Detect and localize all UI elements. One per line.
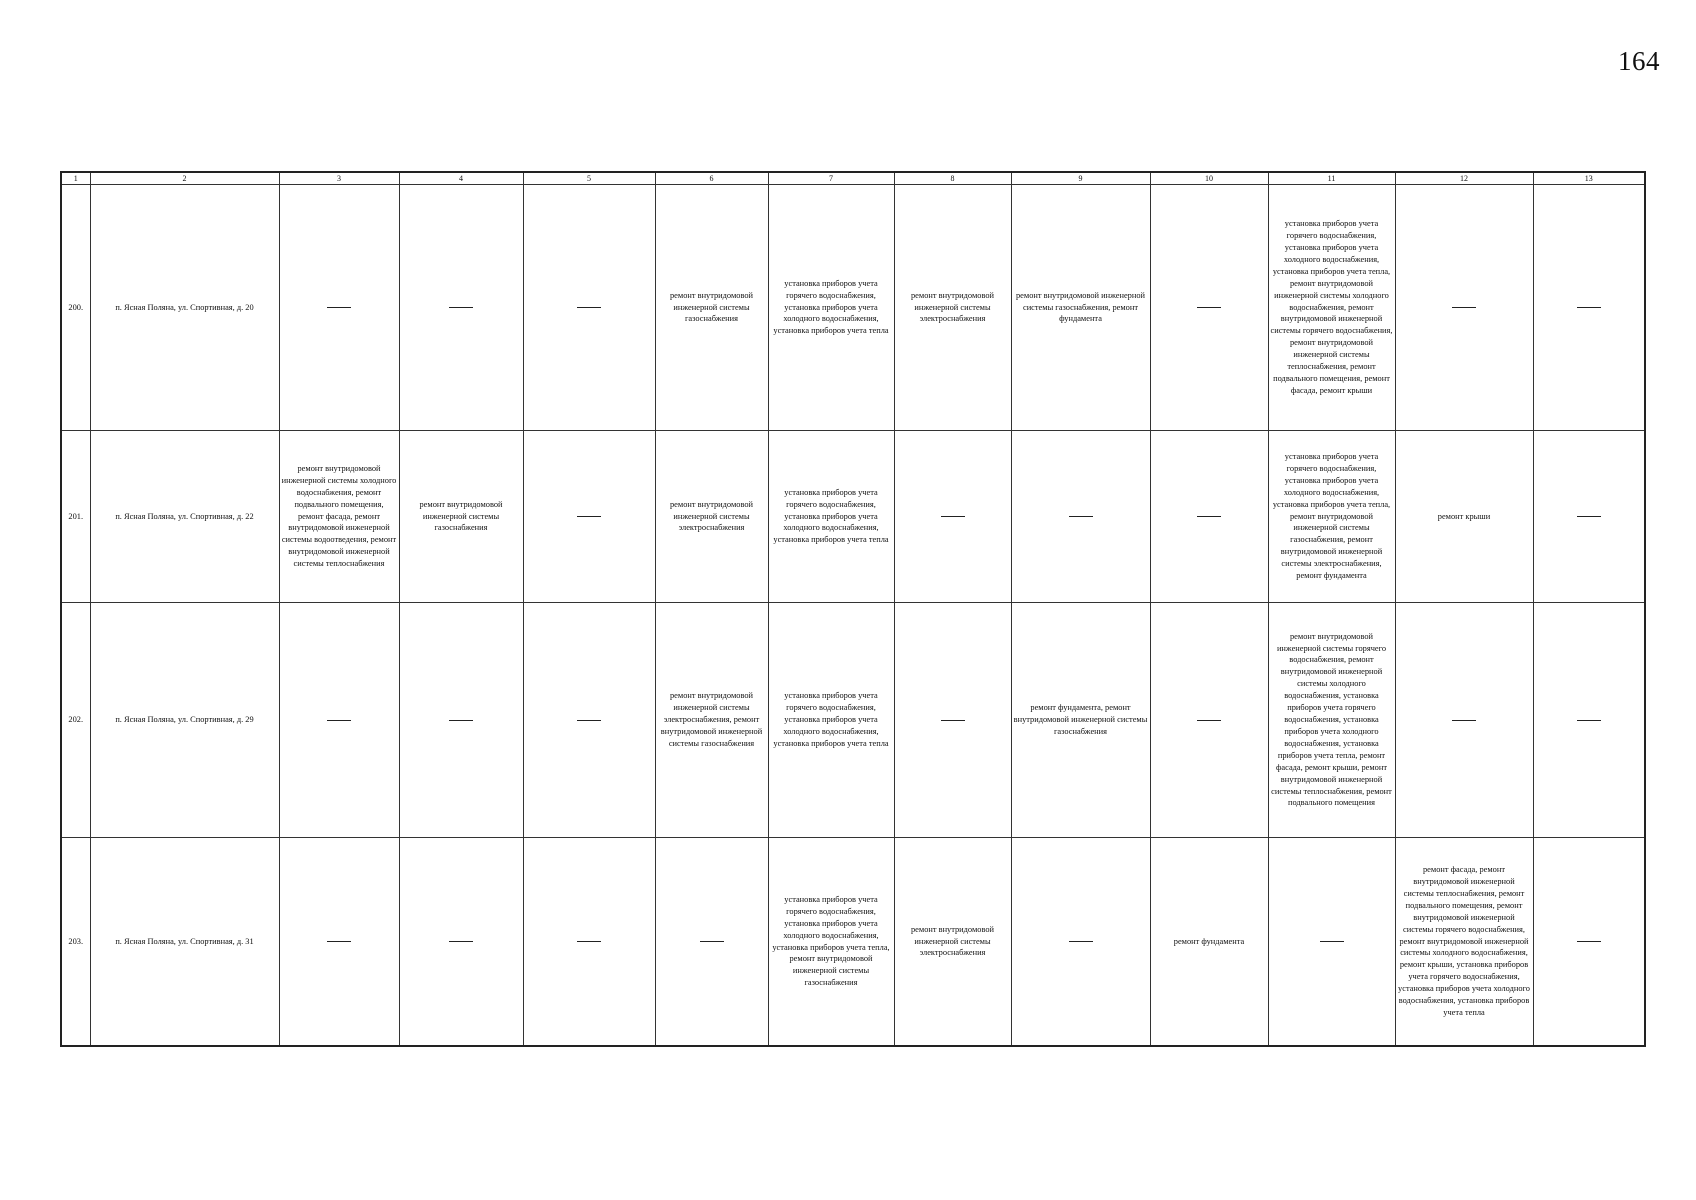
work-cell [894,431,1011,603]
address-cell: п. Ясная Поляна, ул. Спортивная, д. 29 [90,603,279,838]
dash-placeholder [1320,941,1344,942]
dash-placeholder [1577,941,1601,942]
work-cell: ремонт фундамента [1150,838,1268,1047]
dash-placeholder [1577,307,1601,308]
column-number: 13 [1533,172,1645,185]
dash-placeholder [327,307,351,308]
work-cell: установка приборов учета горячего водоснабжения, установка приборов учета холодного водоснабжения, установка приборов учета тепла, ремонт внутридомовой инженерной системы холодного водоснабжения, ремонт внутридомовой инженерной системы горячего водоснабжения, ремонт внутридомовой инженерной системы теплоснабжения, ремонт подвального помещения, ремонт фасада, ремонт крыши [1268,185,1395,431]
column-number: 4 [399,172,523,185]
work-cell [1011,431,1150,603]
column-number: 3 [279,172,399,185]
table-row [61,603,1645,838]
work-cell [523,185,655,431]
dash-placeholder [1197,516,1221,517]
work-cell [1150,603,1268,838]
work-cell [399,603,523,838]
work-cell: установка приборов учета горячего водоснабжения, установка приборов учета холодного водоснабжения, установка приборов учета тепла [768,431,894,603]
work-cell [523,431,655,603]
table-row [61,838,1645,1047]
work-cell [894,603,1011,838]
work-cell: ремонт фундамента, ремонт внутридомовой инженерной системы газоснабжения [1011,603,1150,838]
work-cell: установка приборов учета горячего водоснабжения, установка приборов учета холодного водоснабжения, установка приборов учета тепла [768,185,894,431]
work-cell: установка приборов учета горячего водоснабжения, установка приборов учета холодного водоснабжения, установка приборов учета тепла, ремонт внутридомовой инженерной системы газоснабжения [768,838,894,1047]
column-number: 10 [1150,172,1268,185]
dash-placeholder [1197,720,1221,721]
column-number: 5 [523,172,655,185]
dash-placeholder [327,720,351,721]
dash-placeholder [1577,516,1601,517]
work-cell [655,838,768,1047]
dash-placeholder [577,941,601,942]
work-cell: ремонт внутридомовой инженерной системы электроснабжения [894,838,1011,1047]
work-cell: ремонт внутридомовой инженерной системы горячего водоснабжения, ремонт внутридомовой инженерной системы холодного водоснабжения, установка приборов учета горячего водоснабжения, установка приборов учета холодного водоснабжения, установка приборов учета тепла, ремонт фасада, ремонт крыши, ремонт внутридомовой инженерной системы теплоснабжения, ремонт подвального помещения [1268,603,1395,838]
column-number: 2 [90,172,279,185]
dash-placeholder [1452,720,1476,721]
dash-placeholder [449,720,473,721]
work-cell: ремонт внутридомовой инженерной системы газоснабжения, ремонт фундамента [1011,185,1150,431]
work-cell: ремонт фасада, ремонт внутридомовой инженерной системы теплоснабжения, ремонт подвального помещения, ремонт внутридомовой инженерной системы горячего водоснабжения, ремонт внутридомовой инженерной системы холодного водоснабжения, ремонт крыши, установка приборов учета горячего водоснабжения, установка приборов учета холодного водоснабжения, установка приборов учета тепла [1395,838,1533,1047]
work-cell [1395,603,1533,838]
address-cell: п. Ясная Поляна, ул. Спортивная, д. 20 [90,185,279,431]
dash-placeholder [577,516,601,517]
column-number: 6 [655,172,768,185]
work-cell: ремонт внутридомовой инженерной системы электроснабжения [655,431,768,603]
column-number-header [61,172,1645,185]
column-number: 9 [1011,172,1150,185]
work-cell [1533,431,1645,603]
work-cell: ремонт крыши [1395,431,1533,603]
dash-placeholder [700,941,724,942]
repair-table [60,171,1646,1047]
work-cell: ремонт внутридомовой инженерной системы газоснабжения [655,185,768,431]
work-cell [1150,185,1268,431]
address-cell: п. Ясная Поляна, ул. Спортивная, д. 31 [90,838,279,1047]
work-cell [279,838,399,1047]
work-cell [399,185,523,431]
work-cell: ремонт внутридомовой инженерной системы электроснабжения, ремонт внутридомовой инженерной системы газоснабжения [655,603,768,838]
dash-placeholder [1197,307,1221,308]
row-number: 201. [61,431,90,603]
work-cell [1011,838,1150,1047]
dash-placeholder [327,941,351,942]
dash-placeholder [1452,307,1476,308]
row-number: 202. [61,603,90,838]
column-number: 1 [61,172,90,185]
table-row [61,185,1645,431]
column-number: 11 [1268,172,1395,185]
work-cell [523,838,655,1047]
work-cell: установка приборов учета горячего водоснабжения, установка приборов учета холодного водоснабжения, установка приборов учета тепла [768,603,894,838]
work-cell [523,603,655,838]
work-cell [399,838,523,1047]
row-number: 200. [61,185,90,431]
dash-placeholder [1069,516,1093,517]
row-number: 203. [61,838,90,1047]
dash-placeholder [449,941,473,942]
work-cell [1395,185,1533,431]
work-cell: ремонт внутридомовой инженерной системы холодного водоснабжения, ремонт подвального помещения, ремонт фасада, ремонт внутридомовой инженерной системы водоотведения, ремонт внутридомовой инженерной системы теплоснабжения [279,431,399,603]
work-cell: ремонт внутридомовой инженерной системы газоснабжения [399,431,523,603]
dash-placeholder [577,307,601,308]
column-number: 8 [894,172,1011,185]
dash-placeholder [449,307,473,308]
work-cell [1268,838,1395,1047]
work-cell [279,603,399,838]
column-number: 12 [1395,172,1533,185]
dash-placeholder [1069,941,1093,942]
dash-placeholder [1577,720,1601,721]
column-number: 7 [768,172,894,185]
dash-placeholder [577,720,601,721]
dash-placeholder [941,720,965,721]
work-cell [1150,431,1268,603]
work-cell [1533,838,1645,1047]
work-cell [279,185,399,431]
work-cell [1533,185,1645,431]
page-number: 164 [1618,46,1660,76]
dash-placeholder [941,516,965,517]
table-row [61,431,1645,603]
work-cell: ремонт внутридомовой инженерной системы электроснабжения [894,185,1011,431]
work-cell: установка приборов учета горячего водоснабжения, установка приборов учета холодного водоснабжения, установка приборов учета тепла, ремонт внутридомовой инженерной системы газоснабжения, ремонт внутридомовой инженерной системы электроснабжения, ремонт фундамента [1268,431,1395,603]
work-cell [1533,603,1645,838]
address-cell: п. Ясная Поляна, ул. Спортивная, д. 22 [90,431,279,603]
